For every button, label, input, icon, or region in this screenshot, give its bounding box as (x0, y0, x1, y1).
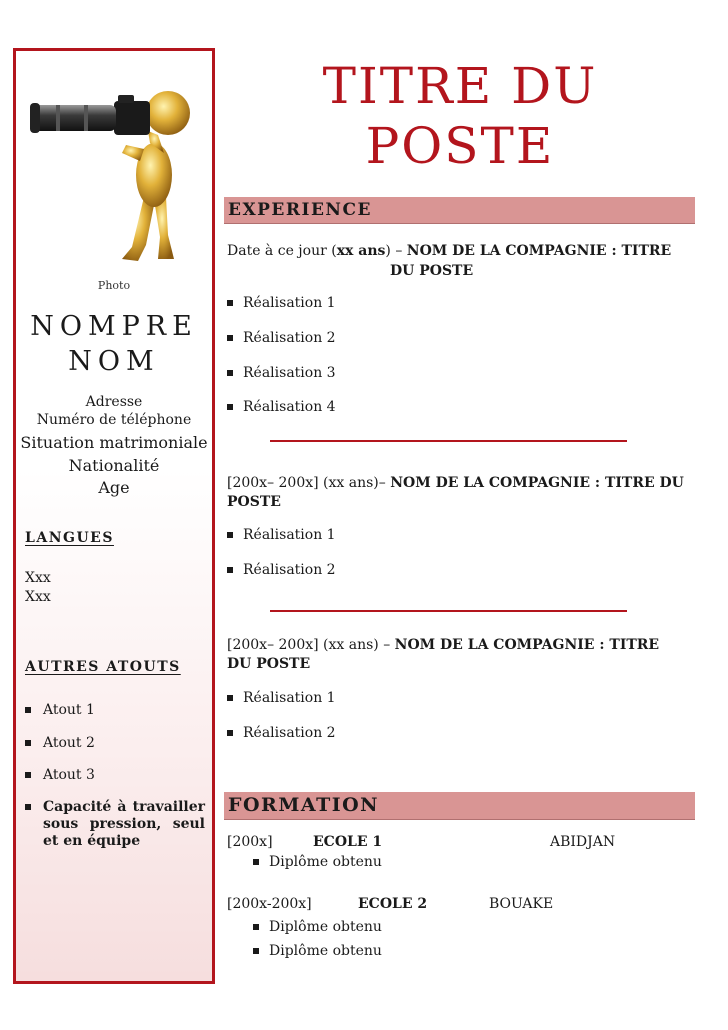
assets-list (25, 702, 205, 850)
square-bullet-icon (227, 730, 233, 736)
square-bullet-icon (253, 859, 259, 865)
job-entry: [200x– 200x] (xx ans)– NOM DE LA COMPAGNIE : TITRE DU POSTE (227, 475, 684, 510)
candidate-name (16, 309, 212, 379)
square-bullet-icon (227, 335, 233, 341)
school-city: ABIDJAN (550, 834, 616, 850)
square-bullet-icon (227, 567, 233, 573)
language-item: Xxx (25, 570, 51, 586)
list-item: Réalisation 1 (227, 690, 336, 706)
list-item: Réalisation 2 (227, 725, 336, 741)
list-item: Réalisation 3 (227, 365, 336, 381)
page-title: TITRE DU POSTE (322, 57, 598, 175)
job-title-cont: DU POSTE (390, 263, 474, 279)
photographer-image (26, 87, 204, 269)
square-bullet-icon (253, 948, 259, 954)
square-bullet-icon (25, 772, 31, 778)
name-line-1: NOMPRE (30, 311, 198, 342)
sidebar (13, 48, 215, 984)
square-bullet-icon (227, 404, 233, 410)
assets-heading: AUTRES ATOUTS (25, 659, 181, 675)
job-entry: Date à ce jour (xx ans) – NOM DE LA COMPAGNIE : TITRE (227, 243, 672, 259)
divider (270, 440, 627, 442)
square-bullet-icon (25, 740, 31, 746)
photo-caption: Photo (97, 279, 131, 292)
experience-section-header: EXPERIENCE (224, 197, 695, 224)
job-entry: [200x– 200x] (xx ans) – NOM DE LA COMPAGNIE : TITRE DU POSTE (227, 637, 660, 672)
list-item: Réalisation 4 (227, 399, 336, 415)
language-item: Xxx (25, 589, 51, 605)
age: Age (98, 478, 130, 497)
languages-heading: LANGUES (25, 530, 114, 546)
list-item: Diplôme obtenu (253, 854, 382, 870)
square-bullet-icon (25, 804, 31, 810)
list-item: Atout 2 (25, 735, 205, 751)
square-bullet-icon (253, 924, 259, 930)
list-item: Atout 3 (25, 767, 205, 783)
address: Adresse (85, 394, 143, 410)
formation-section-header: FORMATION (224, 792, 695, 820)
education-entry: [200x-200x] (227, 896, 312, 912)
school-city: BOUAKE (489, 896, 554, 912)
school-name: ECOLE 1 (313, 834, 383, 850)
list-item: Atout 1 (25, 702, 205, 718)
education-entry: [200x] (227, 834, 273, 850)
school-name: ECOLE 2 (358, 896, 428, 912)
list-item: Réalisation 1 (227, 295, 336, 311)
list-item: Diplôme obtenu (253, 943, 382, 959)
list-item: Capacité à travailler sous pression, seul et en équipe (25, 799, 205, 850)
list-item: Diplôme obtenu (253, 919, 382, 935)
list-item: Réalisation 2 (227, 562, 336, 578)
square-bullet-icon (227, 532, 233, 538)
list-item: Réalisation 1 (227, 527, 336, 543)
nationality: Nationalité (68, 456, 160, 475)
name-line-2: NOM (68, 346, 160, 377)
list-item: Réalisation 2 (227, 330, 336, 346)
divider (270, 610, 627, 612)
square-bullet-icon (227, 370, 233, 376)
phone-number: Numéro de téléphone (36, 412, 192, 428)
square-bullet-icon (227, 695, 233, 701)
square-bullet-icon (25, 707, 31, 713)
marital-status: Situation matrimoniale (20, 433, 208, 452)
profile-photo (26, 87, 204, 269)
square-bullet-icon (227, 300, 233, 306)
